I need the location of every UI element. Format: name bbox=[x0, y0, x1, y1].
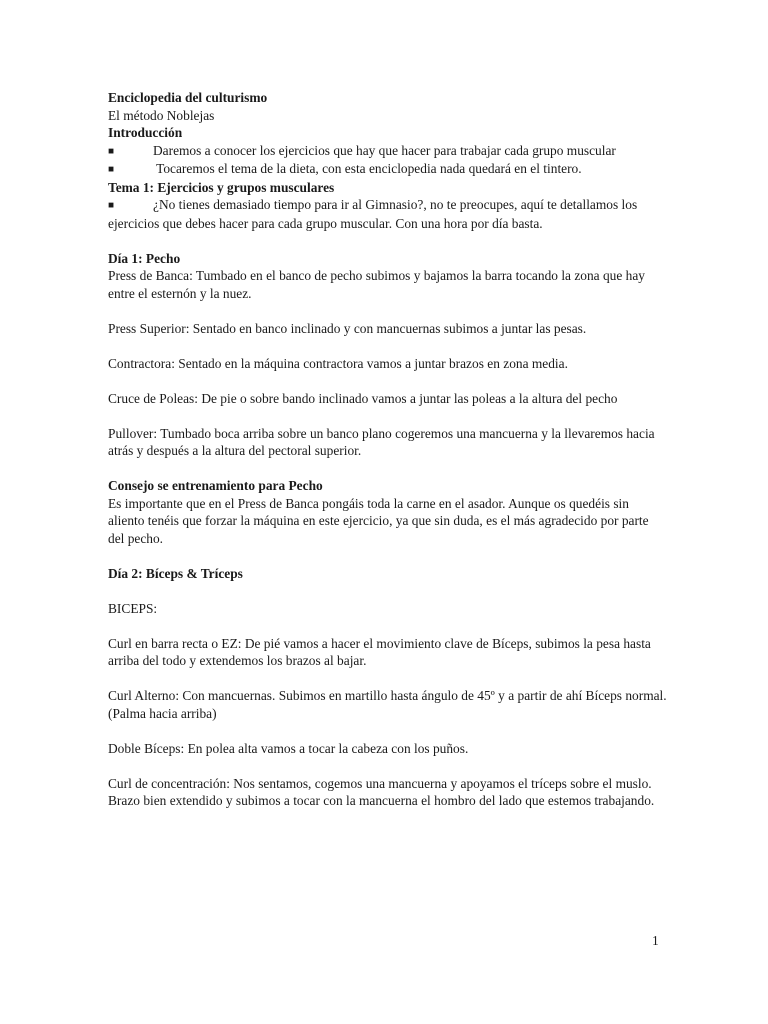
dia1-paragraph: Pullover: Tumbado boca arriba sobre un banco plano cogeremos una mancuerna y la llevaremos hacia atrás y después a la altura del pectoral superior. bbox=[108, 425, 655, 458]
dia1-heading: Día 1: Pecho bbox=[108, 250, 181, 266]
consejo-text: Es importante que en el Press de Banca pongáis toda la carne en el asador. Aunque os quedéis sin aliento tenéis que forzar la máquina en este ejercicio, ya que sin duda, es el más agradecido por parte del pecho. bbox=[108, 495, 649, 546]
dia2-paragraph: Curl en barra recta o EZ: De pié vamos a hacer el movimiento clave de Bíceps, subimos la pesa hasta arriba del todo y extendemos los brazos al bajar. bbox=[108, 635, 651, 668]
consejo-heading: Consejo se entrenamiento para Pecho bbox=[108, 478, 323, 493]
bullet-square-icon: ■ bbox=[108, 164, 115, 175]
document-subtitle: El método Noblejas bbox=[108, 107, 215, 123]
intro-bullet-1 bbox=[108, 142, 668, 161]
page-number: 1 bbox=[652, 933, 659, 948]
intro-heading: Introducción bbox=[108, 125, 183, 140]
dia2-heading: Día 2: Bíceps & Tríceps bbox=[108, 565, 243, 581]
intro-bullet-2-text: Tocaremos el tema de la dieta, con esta enciclopedia nada quedará en el tintero. bbox=[153, 161, 582, 176]
bullet-square-icon: ■ bbox=[108, 145, 115, 157]
intro-bullet-2 bbox=[108, 160, 668, 179]
biceps-label: BICEPS: bbox=[108, 600, 158, 616]
dia1-paragraph: Cruce de Poleas: De pie o sobre bando inclinado vamos a juntar las poleas a la altura del pecho bbox=[108, 390, 618, 406]
dia1-paragraph: Press Superior: Sentado en banco inclinado y con mancuernas subimos a juntar las pesas. bbox=[108, 320, 587, 336]
tema1-bullet bbox=[108, 196, 668, 232]
dia2-paragraph: Doble Bíceps: En polea alta vamos a tocar la cabeza con los puños. bbox=[108, 740, 469, 756]
dia2-paragraph: Curl de concentración: Nos sentamos, cogemos una mancuerna y apoyamos el tríceps sobre el muslo. Brazo bien extendido y subimos a tocar con la mancuerna el hombro del lado que estemos trabajando. bbox=[108, 775, 655, 808]
dia1-paragraph: Contractora: Sentado en la máquina contractora vamos a juntar brazos en zona media. bbox=[108, 355, 568, 371]
intro-bullet-1-text: Daremos a conocer los ejercicios que hay que hacer para trabajar cada grupo muscular bbox=[153, 142, 616, 158]
dia2-paragraph: Curl Alterno: Con mancuernas. Subimos en martillo hasta ángulo de 45º y a partir de ahí Bíceps normal. (Palma hacia arriba) bbox=[108, 688, 667, 721]
dia1-paragraph: Press de Banca: Tumbado en el banco de pecho subimos y bajamos la barra tocando la zona que hay entre el esternón y la nuez. bbox=[108, 268, 645, 301]
document-title: Enciclopedia del culturismo bbox=[108, 90, 268, 105]
document-body bbox=[108, 89, 668, 810]
tema1-bullet-text: ¿No tienes demasiado tiempo para ir al Gimnasio?, no te preocupes, aquí te detallamos los ejercicios que debes hacer para cada grupo muscular. Con una hora por día basta. bbox=[108, 197, 638, 231]
tema1-heading: Tema 1: Ejercicios y grupos musculares bbox=[108, 179, 335, 195]
bullet-square-icon: ■ bbox=[108, 200, 115, 211]
